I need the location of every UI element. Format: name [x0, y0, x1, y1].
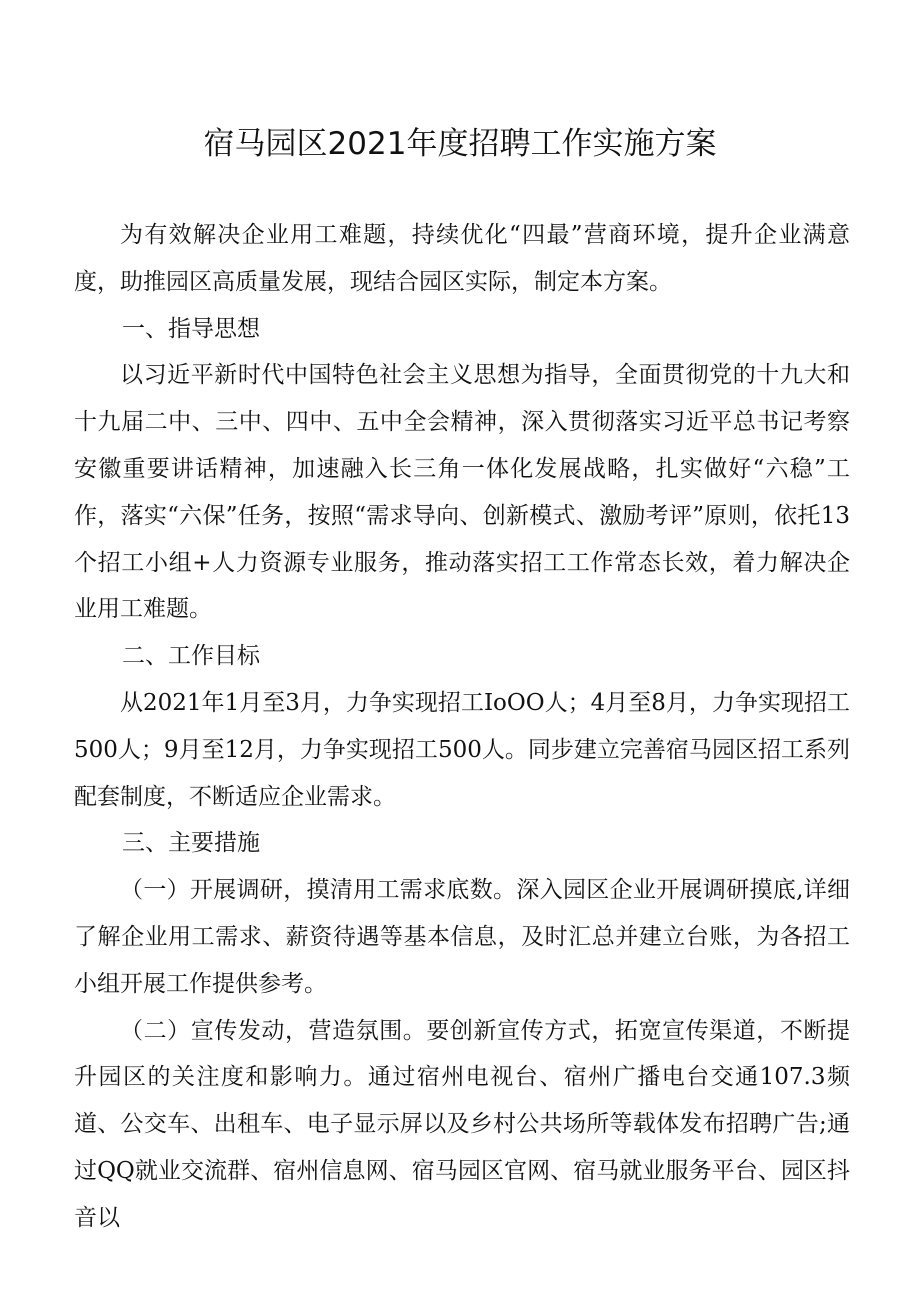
work-goals-paragraph: 从2021年1月至3月，力争实现招工IoOO人；4月至8月，力争实现招工500人；9月至12月，力争实现招工500人。同步建立完善宿马园区招工系列配套制度，不断适应企业需求。 [74, 689, 850, 810]
section-heading-guiding-ideology: 一、指导思想 [122, 315, 260, 342]
measure-item-2: （二）宣传发动，营造氛围。要创新宣传方式，拓宽宣传渠道，不断提升园区的关注度和影响力。通过宿州电视台、宿州广播电台交通107.3频道、公交车、出租车、电子显示屏以及乡村公共场所等载体发布招聘广告;通过QQ就业交流群、宿州信息网、宿马园区官网、宿马就业服务平台、园区抖音以 [74, 1017, 850, 1231]
guiding-ideology-paragraph: 以习近平新时代中国特色社会主义思想为指导，全面贯彻党的十九大和十九届二中、三中、四中、五中全会精神，深入贯彻落实习近平总书记考察安徽重要讲话精神，加速融入长三角一体化发展战略，扎实做好“六稳”工作，落实“六保”任务，按照“需求导向、创新模式、激励考评”原则，依托13个招工小组+人力资源专业服务，推动落实招工工作常态长效，着力解决企业用工难题。 [74, 362, 850, 623]
intro-paragraph: 为有效解决企业用工难题，持续优化“四最”营商环境，提升企业满意度，助推园区高质量发展，现结合园区实际，制定本方案。 [74, 222, 850, 295]
section-heading-work-goals: 二、工作目标 [122, 643, 260, 670]
measure-item-1: （一）开展调研，摸清用工需求底数。深入园区企业开展调研摸底,详细了解企业用工需求、薪资待遇等基本信息，及时汇总并建立台账，为各招工小组开展工作提供参考。 [74, 877, 850, 997]
document-title: 宿马园区2021年度招聘工作实施方案 [203, 126, 717, 162]
document-body [74, 212, 850, 1242]
section-heading-main-measures: 三、主要措施 [122, 830, 260, 857]
